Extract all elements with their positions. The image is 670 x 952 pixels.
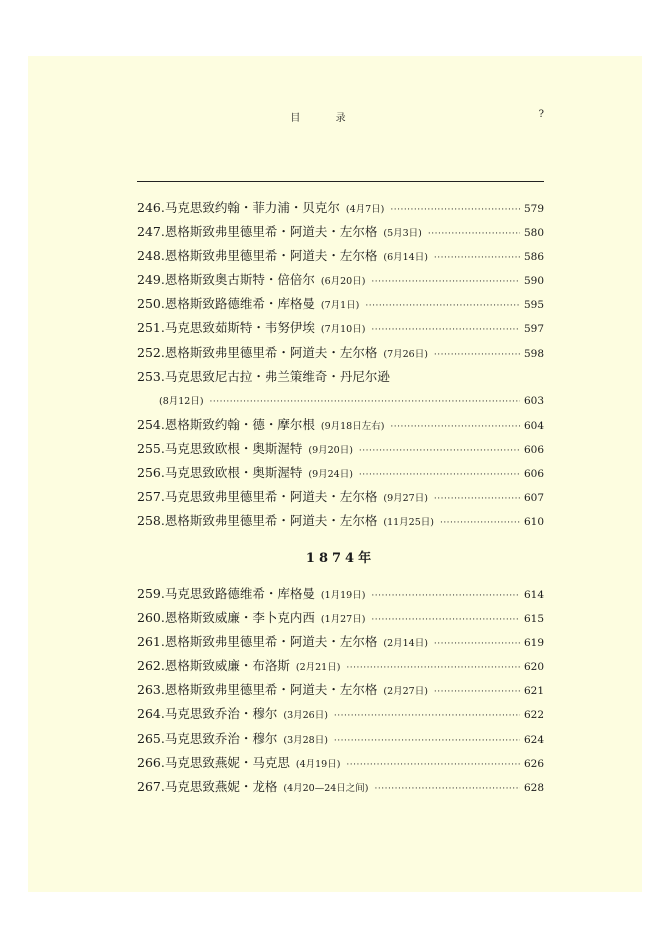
toc-entry [137, 751, 544, 775]
dot-leader [390, 415, 520, 439]
toc-entry-row [137, 365, 544, 389]
entry-text: 马克思致乔治・穆尔 [164, 730, 278, 746]
entry-text: 恩格斯致弗里德里希・阿道夫・左尔格 [164, 682, 378, 698]
entry-text: 恩格斯致约翰・德・摩尔根 [164, 416, 315, 432]
toc-entry-row [137, 606, 544, 632]
dot-leader [334, 729, 520, 753]
toc-entry [137, 220, 544, 244]
entry-date: (9月24日) [308, 469, 353, 481]
entry-text: 马克思致路德维希・库格曼 [164, 586, 315, 601]
entry-date: (2月14日) [383, 638, 428, 650]
entry-title [137, 461, 302, 485]
toc-entry-row [137, 654, 544, 680]
entry-date: (4月7日) [345, 204, 385, 215]
entry-page-number: 620 [523, 661, 544, 674]
year-heading: 1874年 [305, 551, 376, 566]
entry-title [137, 341, 377, 365]
dot-leader [434, 680, 520, 704]
entry-page-number: 579 [523, 203, 544, 215]
entry-title [137, 509, 377, 533]
toc-entry-row [137, 509, 544, 535]
entry-text: 恩格斯致弗里德里希・阿道夫・左尔格 [164, 513, 378, 529]
toc-entry [137, 654, 544, 678]
entry-date: (4月20—24日之间) [283, 782, 369, 794]
entry-title [137, 678, 377, 702]
dot-leader [346, 656, 520, 680]
toc-entry-row [137, 678, 544, 704]
entry-date: (6月14日) [383, 252, 428, 264]
toc-entry [137, 365, 544, 389]
toc-entry [137, 775, 544, 799]
entry-date: (2月21日) [295, 662, 341, 674]
entry-number: 259. [137, 586, 165, 601]
toc-entry [137, 292, 544, 316]
entry-page-number: 626 [523, 757, 544, 770]
entry-number: 266. [137, 754, 165, 770]
dot-leader [210, 390, 520, 414]
entry-date: (7月10日) [320, 324, 366, 336]
entry-text: 恩格斯致威廉・布洛斯 [164, 658, 290, 674]
entry-date: (5月3日) [383, 228, 422, 240]
entry-page-number: 598 [523, 347, 544, 360]
entry-text: 马克思致尼古拉・弗兰策维奇・丹尼尔逊 [164, 368, 390, 384]
entry-title [137, 654, 290, 678]
entry-page-number: 606 [523, 468, 544, 481]
entry-title [137, 413, 315, 437]
entry-title [137, 751, 290, 775]
toc-entry [137, 389, 544, 413]
entry-number: 247. [137, 224, 165, 240]
entry-number: 260. [137, 610, 165, 626]
toc-entry-row [137, 244, 544, 270]
entry-text: 恩格斯致弗里德里希・阿道夫・左尔格 [164, 224, 378, 240]
entry-page-number: 619 [523, 637, 544, 650]
toc-entry [137, 316, 544, 340]
entry-title [137, 316, 315, 340]
toc-entry-row [137, 751, 544, 777]
dot-leader [428, 222, 520, 246]
entry-number: 250. [137, 296, 165, 312]
entry-date: (7月26日) [383, 348, 428, 360]
entry-page-number: 604 [523, 419, 544, 432]
entry-title [137, 365, 390, 389]
dot-leader [334, 704, 520, 728]
entry-page-number: 586 [523, 251, 544, 264]
entry-text: 马克思致约翰・菲力浦・贝克尔 [164, 200, 340, 215]
toc-entry-row [137, 196, 544, 222]
entry-text: 恩格斯致弗里德里希・阿道夫・左尔格 [164, 344, 378, 360]
toc-entry [137, 437, 544, 461]
entry-title [137, 582, 315, 606]
entry-number: 248. [137, 248, 165, 264]
toc-entry [137, 727, 544, 751]
toc-entry-row [137, 292, 544, 318]
entry-number: 257. [137, 489, 165, 505]
entry-page-number: 603 [523, 394, 544, 407]
entry-title [137, 727, 277, 751]
header-page-number: ? [538, 109, 544, 120]
entry-title [137, 437, 302, 461]
entry-title [137, 630, 377, 654]
entry-title [137, 244, 377, 268]
entry-date: (9月20日) [308, 444, 353, 456]
entry-number: 256. [137, 465, 165, 481]
toc-entry-row [137, 316, 544, 342]
entry-number: 253. [137, 368, 165, 384]
toc-entry [137, 485, 544, 509]
entry-text: 马克思致欧根・奥斯渥特 [164, 465, 303, 481]
entry-number: 263. [137, 682, 165, 698]
entry-date: (7月1日) [320, 300, 360, 312]
entry-text: 马克思致茹斯特・韦努伊埃 [164, 320, 315, 336]
entry-page-number: 628 [523, 781, 544, 794]
entry-text: 马克思致弗里德里希・阿道夫・左尔格 [164, 489, 378, 505]
entry-number: 251. [137, 320, 165, 336]
dot-leader [440, 511, 520, 535]
toc-entry [137, 606, 544, 630]
toc-entry [137, 630, 544, 654]
entry-page-number: 615 [523, 613, 544, 626]
toc-entry-row [137, 775, 544, 801]
toc-entry-row [137, 461, 544, 487]
entry-date: (11月25日) [383, 517, 434, 529]
entry-text: 马克思致燕妮・马克思 [164, 754, 290, 770]
entry-date: (8月12日) [159, 395, 204, 407]
entry-number: 267. [137, 778, 165, 794]
toc-entry [137, 582, 544, 606]
entry-text: 恩格斯致奥古斯特・倍倍尔 [164, 272, 315, 288]
entry-number: 261. [137, 634, 165, 650]
toc-entry-row [137, 389, 544, 414]
toc-entry-row [137, 727, 544, 753]
entry-date: (4月19日) [295, 758, 341, 770]
entry-page-number: 610 [523, 516, 544, 529]
entry-title [137, 292, 315, 316]
toc-entry [137, 244, 544, 268]
toc-entry [137, 509, 544, 533]
entry-title [137, 220, 377, 244]
entry-number: 254. [137, 416, 165, 432]
toc-entry [137, 702, 544, 726]
entry-number: 258. [137, 513, 165, 529]
dot-leader [371, 584, 520, 608]
entry-number: 246. [137, 200, 165, 215]
entry-number: 262. [137, 658, 165, 674]
dot-leader [434, 343, 520, 367]
entry-text: 恩格斯致弗里德里希・阿道夫・左尔格 [164, 248, 378, 264]
entry-title [137, 268, 315, 292]
entry-number: 252. [137, 344, 165, 360]
toc-entry-row [137, 413, 544, 439]
toc-entry [137, 678, 544, 702]
running-header [108, 108, 544, 128]
entry-text: 马克思致燕妮・龙格 [164, 778, 278, 794]
entry-page-number: 595 [523, 299, 544, 312]
entry-page-number: 607 [523, 492, 544, 505]
entry-page-number: 624 [523, 733, 544, 746]
toc-entry-row [137, 341, 544, 367]
toc-list-section-b [137, 582, 544, 799]
entry-date: (3月28日) [283, 734, 328, 746]
entry-title [137, 775, 277, 799]
entry-text: 马克思致乔治・穆尔 [164, 706, 278, 722]
toc-entry-row [137, 630, 544, 656]
toc-entry-row [137, 220, 544, 246]
dot-leader [371, 270, 520, 294]
entry-date: (1月19日) [320, 590, 366, 601]
entry-number: 264. [137, 706, 165, 722]
toc-list-section-a [137, 196, 544, 533]
dot-leader [359, 439, 520, 463]
dot-leader [375, 777, 520, 801]
toc-entry-row [137, 437, 544, 463]
dot-leader [371, 608, 520, 632]
entry-page-number: 622 [523, 709, 544, 722]
toc-entry-row [137, 582, 544, 608]
header-rule [137, 181, 544, 182]
entry-date: (1月27日) [320, 614, 366, 626]
entry-text: 马克思致欧根・奥斯渥特 [164, 440, 303, 456]
entry-number: 249. [137, 272, 165, 288]
toc-entry [137, 196, 544, 220]
dot-leader [359, 463, 520, 487]
entry-page-number: 580 [523, 227, 544, 240]
toc-entry [137, 413, 544, 437]
toc-entry [137, 341, 544, 365]
toc-entry-row [137, 485, 544, 511]
entry-title [137, 702, 277, 726]
entry-text: 恩格斯致弗里德里希・阿道夫・左尔格 [164, 634, 378, 650]
toc-entry [137, 461, 544, 485]
entry-title [137, 196, 340, 220]
toc-entry-row [137, 268, 544, 294]
entry-text: 恩格斯致威廉・李卜克内西 [164, 610, 315, 626]
entry-title [137, 606, 315, 630]
toc-entry [137, 268, 544, 292]
dot-leader [434, 487, 520, 511]
entry-page-number: 590 [523, 275, 544, 288]
entry-text: 恩格斯致路德维希・库格曼 [164, 296, 315, 312]
toc-entry-row [137, 702, 544, 728]
dot-leader [390, 198, 520, 222]
dot-leader [371, 318, 520, 342]
entry-date: (9月27日) [383, 493, 428, 505]
dot-leader [434, 632, 520, 656]
entry-page-number: 614 [523, 589, 544, 601]
entry-page-number: 606 [523, 443, 544, 456]
entry-number: 255. [137, 440, 165, 456]
dot-leader [434, 246, 520, 270]
dot-leader [365, 294, 520, 318]
entry-page-number: 597 [523, 323, 544, 336]
entry-date: (2月27日) [383, 686, 428, 698]
entry-title [137, 485, 377, 509]
entry-page-number: 621 [523, 685, 544, 698]
entry-date: (9月18日左右) [320, 420, 385, 432]
entry-date: (6月20日) [320, 276, 366, 288]
dot-leader [346, 753, 520, 777]
entry-number: 265. [137, 730, 165, 746]
header-title: 目 录 [290, 113, 362, 124]
entry-date: (3月26日) [283, 710, 328, 722]
